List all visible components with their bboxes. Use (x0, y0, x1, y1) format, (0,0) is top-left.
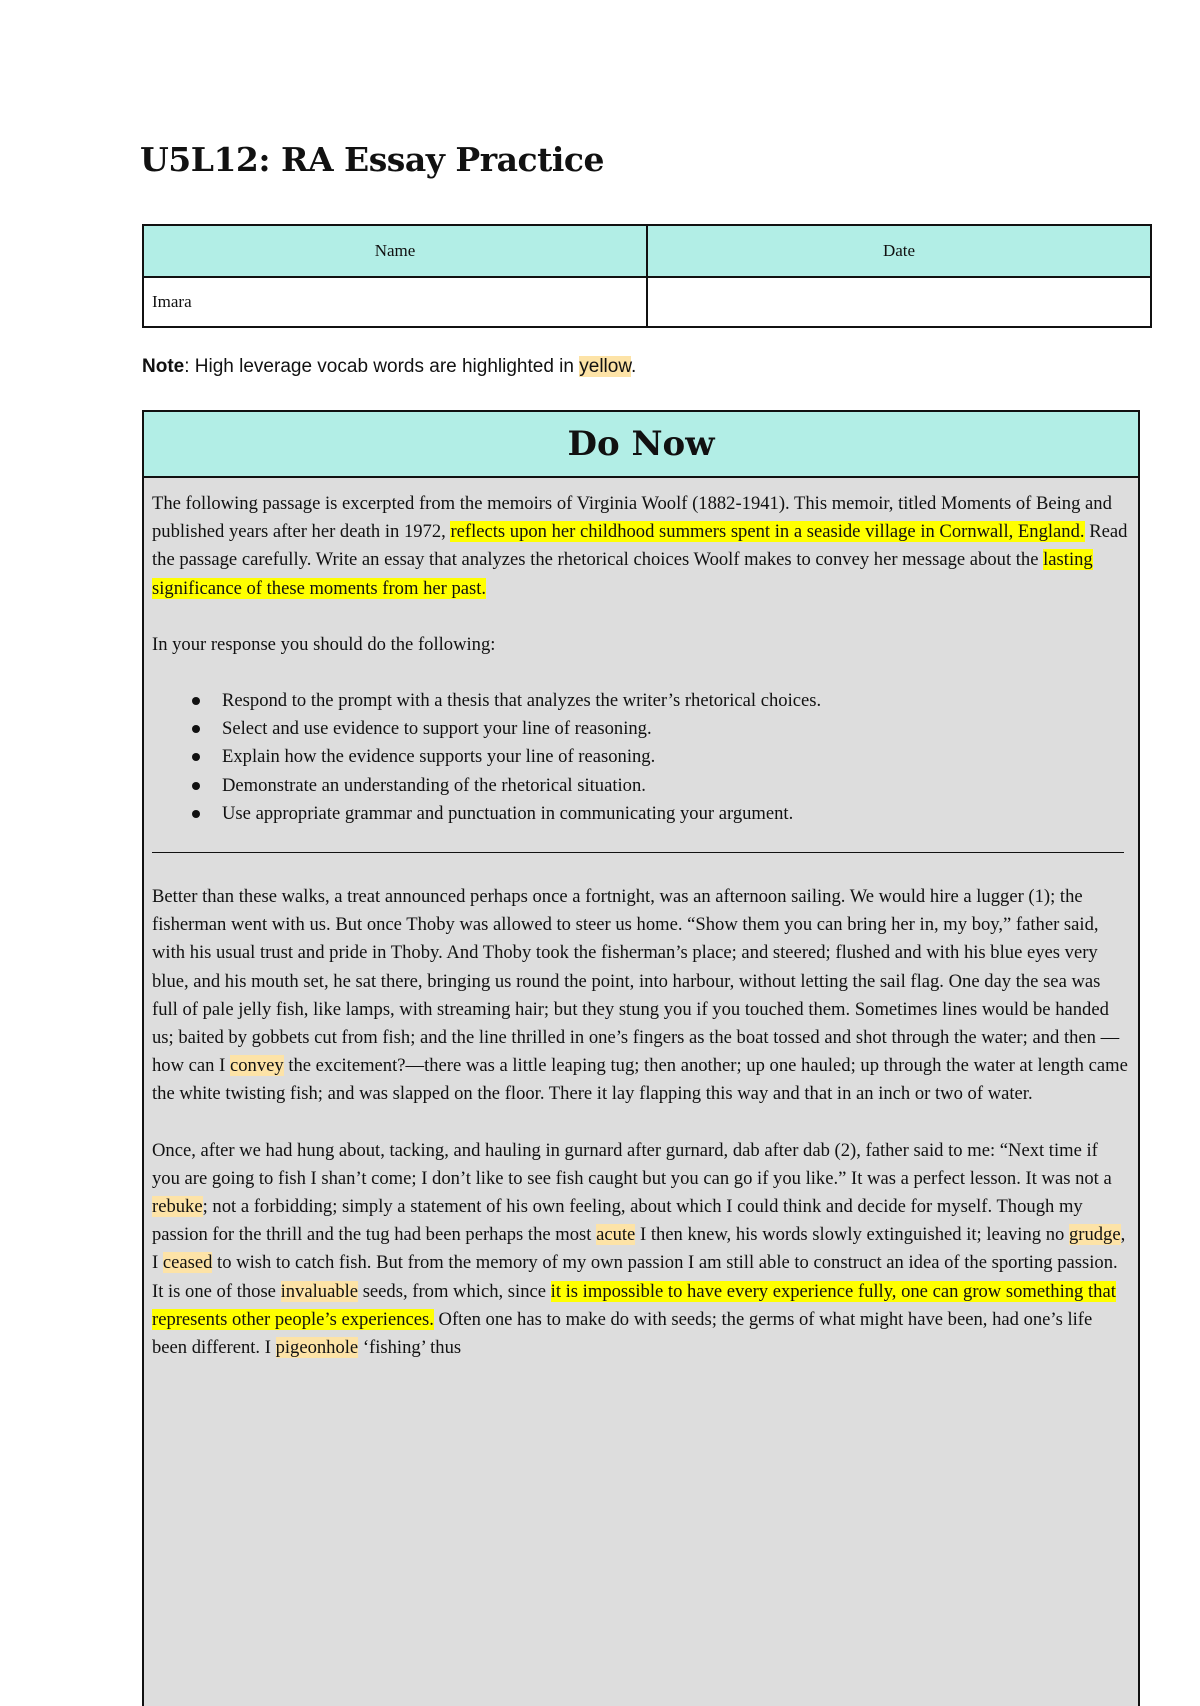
passage-text: I then knew, his words slowly extinguished it; leaving no (635, 1224, 1069, 1246)
note-label: Note (142, 356, 185, 377)
passage-text: Better than these walks, a treat announced perhaps once a fortnight, was an afternoon sailing. We would hire a lugger (1); the fisherman went with us. But once Thoby was allowed to steer us home. “Show them you can bring her in, my boy,” father said, with his usual trust and pride in Thoby. And Thoby took the fisherman’s place; and steered; flushed and with his blue eyes very blue, and his mouth set, he sat there, bringing us round the point, into harbour, without letting the sail flag. One day the sea was full of pale jelly fish, like lamps, with streaming hair; but they stung you if you touched them. Sometimes lines would be handed us; baited by gobbets cut from fish; and the line thrilled in one’s fingers as the boat tossed and shot through the water; and then —how can I (152, 886, 1120, 1077)
do-now-heading: Do Now (144, 412, 1138, 478)
page-title: U5L12: RA Essay Practice (140, 140, 604, 179)
bullet-icon (192, 782, 200, 790)
passage-paragraph-1 (152, 883, 1130, 1109)
criteria-list (152, 687, 1130, 828)
instructions-intro: In your response you should do the following: (152, 633, 496, 655)
do-now-panel (142, 410, 1140, 1706)
list-item (192, 715, 1130, 743)
bullet-icon (192, 697, 200, 705)
vocab-highlight: pigeonhole (275, 1337, 359, 1359)
passage-text: ; not a forbidding; simply a statement of his own feeling, about which I could think and decide for myself. Though my passion for the thrill and the tug had been perhaps the most (152, 1196, 1083, 1246)
date-column-header: Date (647, 225, 1151, 277)
vocab-highlight: invaluable (280, 1280, 359, 1302)
list-item-text: Respond to the prompt with a thesis that analyzes the writer’s rhetorical choices. (222, 690, 822, 712)
note-text-end: . (631, 356, 637, 377)
key-highlight: reflects upon her childhood summers spent in a seaside village in Cornwall, England. (450, 521, 1085, 543)
vocab-highlight: convey (229, 1055, 284, 1077)
note-highlight-sample: yellow (579, 356, 631, 377)
list-item (192, 687, 1130, 715)
passage-paragraph-2 (152, 1137, 1130, 1363)
passage-text: to wish to catch fish. But from the memory of my own passion I am still able to construct an idea of the sporting passion. It is one of those (152, 1252, 1118, 1302)
prompt-paragraph (152, 490, 1130, 603)
passage-text: ‘fishing’ thus (358, 1337, 462, 1359)
passage-text: Once, after we had hung about, tacking, and hauling in gurnard after gurnard, dab after dab (2), father said to me: “Next time if you are going to fish I shan’t come; I don’t like to see fish caught but you can go if you like.” It was a perfect lesson. It was not a (152, 1139, 1112, 1189)
list-item-text: Use appropriate grammar and punctuation in communicating your argument. (222, 802, 794, 824)
key-highlight: it is impossible to have every experience fully, one can grow something that represents other people’s experiences. (152, 1280, 1116, 1330)
vocab-note (142, 356, 636, 378)
passage-text: the excitement?—there was a little leaping tug; then another; up one hauled; up through the water at length came the white twisting fish; and was slapped on the floor. There it lay flapping this way and that in an inch or two of water. (152, 1055, 1128, 1105)
vocab-highlight: grudge (1068, 1224, 1121, 1246)
passage-text: , I (152, 1224, 1126, 1274)
note-text: : High leverage vocab words are highlighted in (184, 356, 580, 377)
date-cell[interactable] (647, 277, 1151, 327)
list-item (192, 772, 1130, 800)
passage-text: seeds, from which, since (358, 1280, 551, 1302)
list-item (192, 800, 1130, 828)
name-cell[interactable]: Imara (143, 277, 647, 327)
vocab-highlight: ceased (162, 1252, 213, 1274)
passage-text: Often one has to make do with seeds; the germs of what might have been, had one’s life been different. I (152, 1308, 1093, 1359)
prompt-text: Read the passage carefully. Write an essay that analyzes the rhetorical choices Woolf makes to convey her message about the (152, 521, 1128, 571)
vocab-highlight: rebuke (152, 1196, 203, 1218)
bullet-icon (192, 725, 200, 733)
list-item (192, 743, 1130, 771)
list-item-text: Select and use evidence to support your line of reasoning. (222, 718, 652, 740)
prompt-text: The following passage is excerpted from the memoirs of Virginia Woolf (1882-1941). This memoir, titled Moments of Being and published years after her death in 1972, (152, 493, 1112, 543)
student-info-table (142, 224, 1152, 328)
name-column-header: Name (143, 225, 647, 277)
key-highlight: lasting significance of these moments from her past. (152, 549, 1093, 599)
vocab-highlight: acute (596, 1224, 636, 1246)
bullet-icon (192, 753, 200, 761)
list-item-text: Demonstrate an understanding of the rhetorical situation. (222, 774, 646, 796)
list-item-text: Explain how the evidence supports your line of reasoning. (222, 746, 656, 768)
bullet-icon (192, 810, 200, 818)
do-now-body (144, 478, 1138, 1362)
